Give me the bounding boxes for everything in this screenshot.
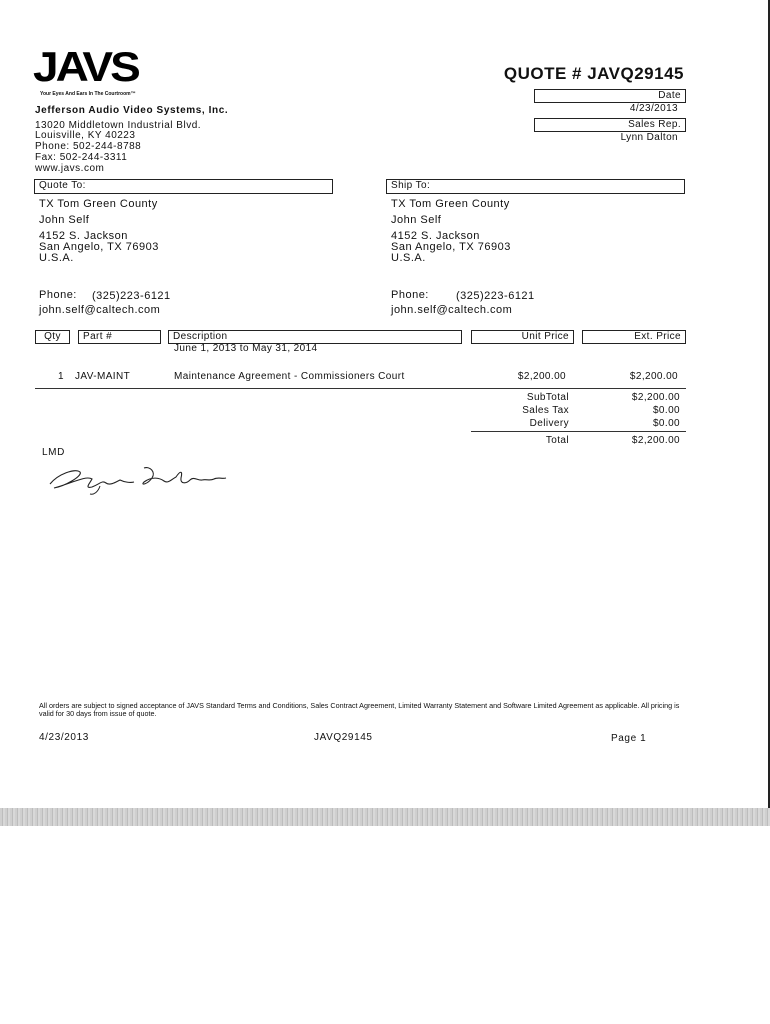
item-unit-price: $2,200.00 [517,371,566,382]
footer-page-number: Page 1 [611,733,647,744]
ship-to-contact: John Self [391,214,442,226]
terms-text: All orders are subject to signed acceptance of JAVS Standard Terms and Conditions, Sales Contract Agreement, Limited Warranty Statement and Software Limited Agreement as applicable. All pricing is valid for 30 days from issue of quote. [39,701,680,718]
ship-to-country: U.S.A. [391,252,426,264]
company-website: www.javs.com [35,163,105,174]
col-description-header: Description [168,330,462,344]
quote-to-phone-label: Phone: [39,289,77,301]
ship-to-street: 4152 S. Jackson [391,230,480,242]
totals-divider [471,431,686,432]
footer-date: 4/23/2013 [39,732,89,743]
ship-to-phone-label: Phone: [391,289,429,301]
ship-to-phone: (325)223-6121 [456,290,535,302]
quote-to-org: TX Tom Green County [39,198,158,210]
total-value: $2,200.00 [631,435,680,446]
service-period: June 1, 2013 to May 31, 2014 [174,343,318,354]
ship-to-label: Ship To: [386,179,685,194]
sales-rep-name: Lynn Dalton [620,132,678,143]
total-label: Total [545,435,569,446]
scan-edge [0,808,770,826]
sales-tax-label: Sales Tax [522,405,569,416]
date-label: Date [534,89,686,103]
col-ext-price-header: Ext. Price [582,330,686,344]
company-phone: Phone: 502-244-8788 [35,141,142,152]
company-city: Louisville, KY 40223 [35,130,136,141]
col-qty-header: Qty [35,330,70,344]
company-name: Jefferson Audio Video Systems, Inc. [35,105,229,116]
item-qty: 1 [58,371,64,382]
sales-tax-value: $0.00 [652,405,680,416]
ship-to-email: john.self@caltech.com [391,304,513,316]
quote-to-country: U.S.A. [39,252,74,264]
col-part-header: Part # [78,330,161,344]
item-ext-price: $2,200.00 [629,371,678,382]
quote-title: QUOTE # JAVQ29145 [503,64,684,83]
javs-logo: JAVS [33,43,138,91]
item-part: JAV-MAINT [75,371,131,382]
ship-to-org: TX Tom Green County [391,198,510,210]
logo-tagline: Your Eyes And Ears In The Courtroom™ [40,91,136,97]
subtotal-label: SubTotal [526,392,569,403]
item-description: Maintenance Agreement - Commissioners Court [174,371,405,382]
quote-to-street: 4152 S. Jackson [39,230,128,242]
initials: LMD [42,447,65,458]
col-unit-price-header: Unit Price [471,330,574,344]
items-divider [35,388,686,389]
company-fax: Fax: 502-244-3311 [35,152,128,163]
delivery-value: $0.00 [652,418,680,429]
quote-to-city: San Angelo, TX 76903 [39,241,159,253]
footer-quote-number: JAVQ29145 [314,732,373,743]
quote-to-phone: (325)223-6121 [92,290,171,302]
quote-date: 4/23/2013 [629,103,678,114]
quote-to-email: john.self@caltech.com [39,304,161,316]
ship-to-city: San Angelo, TX 76903 [391,241,511,253]
company-street: 13020 Middletown Industrial Blvd. [35,120,202,131]
sales-rep-label: Sales Rep. [534,118,686,132]
subtotal-value: $2,200.00 [631,392,680,403]
delivery-label: Delivery [529,418,569,429]
quote-to-contact: John Self [39,214,90,226]
quote-to-label: Quote To: [34,179,333,194]
signature-image [40,462,240,497]
